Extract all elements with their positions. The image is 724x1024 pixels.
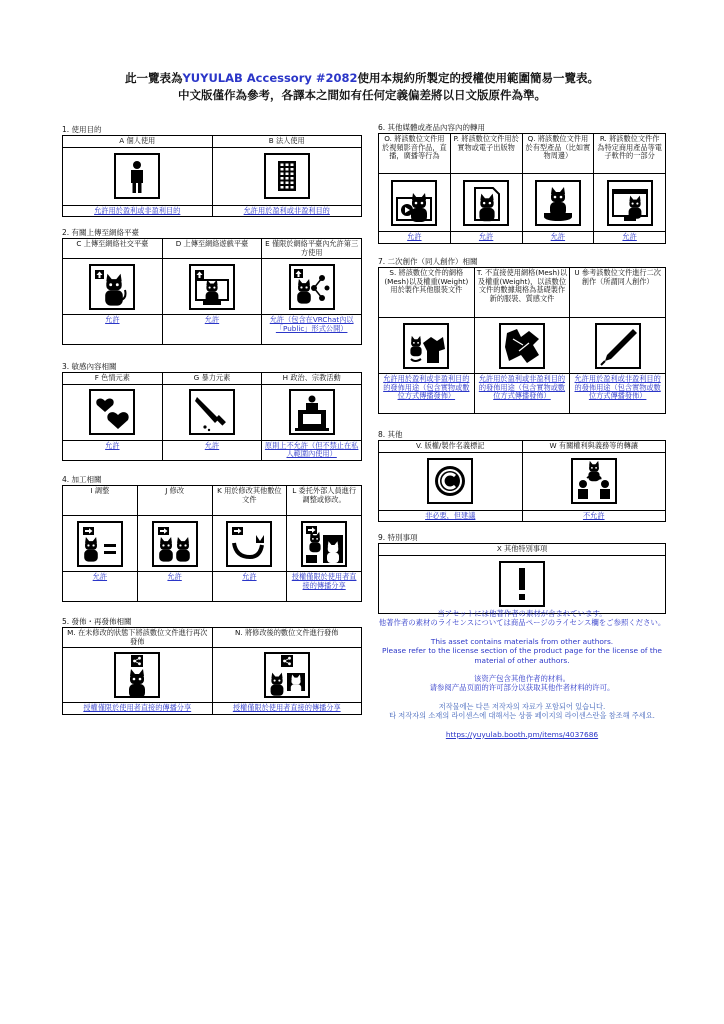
item-label: S. 將該數位文件的網格(Mesh)以及權重(Weight)用於製作其他服裝文件 <box>379 268 475 318</box>
item-label: Q. 將該數位文件用於有型產品（比如實物周邊） <box>522 134 594 174</box>
license-table <box>378 440 666 522</box>
item-icon-cell <box>379 452 523 510</box>
adjust-icon <box>77 521 123 567</box>
item-label: T. 不直接使用網格(Mesh)以及權重(Weight)，以該數位文件的數據規格為基礎製作新的服裝、質感文件 <box>474 268 570 318</box>
item-icon-cell <box>212 147 362 205</box>
section-title: 3. 敏感內容相關 <box>62 362 117 371</box>
item-icon-cell <box>379 318 475 374</box>
item-permission: 允許用於盈利或非盈利目的 <box>63 205 213 217</box>
header-suffix: 使用本規約所製定的授權使用範圍簡易一覽表。 <box>357 71 600 85</box>
section-special-notes <box>378 533 666 614</box>
header-prefix: 此一覽表為 <box>124 71 183 85</box>
item-icon-cell <box>379 174 451 232</box>
item-label: M. 在未修改的狀態下將該數位文件進行再次發佈 <box>63 628 213 648</box>
item-icon-cell <box>137 516 212 572</box>
license-table <box>378 267 666 414</box>
exclamation-icon <box>499 561 545 607</box>
share-cat-icon <box>114 652 160 698</box>
item-permission: 允許 <box>63 572 138 602</box>
section-sensitive-content <box>62 362 362 461</box>
item-label: A 個人使用 <box>63 136 213 148</box>
item-permission: 允許用於盈利或非盈利目的的發佈用途（包含實物或數位方式傳播發佈） <box>379 374 475 414</box>
item-label: L 委托外部人員進行調整或修改。 <box>287 486 362 516</box>
share-modified-icon <box>264 652 310 698</box>
item-icon-cell <box>212 648 362 703</box>
item-permission: 授權僅限於使用者直接的傳播分享 <box>63 703 213 715</box>
mesh-clothes-icon <box>403 323 449 369</box>
item-permission: 原則上不允許（但不禁止在私人範圍內使用） <box>262 440 362 460</box>
note-en-1: This asset contains materials from other authors. <box>430 636 614 646</box>
item-permission: 授權僅限於使用者直接的傳播分享 <box>287 572 362 602</box>
item-label: D 上傳至網絡遊戲平臺 <box>162 239 262 259</box>
podium-icon <box>289 389 335 435</box>
section-title: 8. 其他 <box>378 430 403 439</box>
item-icon-cell <box>522 174 594 232</box>
video-icon <box>391 180 437 226</box>
software-icon <box>607 180 653 226</box>
item-permission: 允許用於盈利或非盈利目的的發佈用途（包含實物或數位方式傳播發佈） <box>570 374 666 414</box>
modify-icon <box>152 521 198 567</box>
item-icon-cell <box>262 259 362 315</box>
section-modification <box>62 475 362 602</box>
header-line-1 <box>0 70 724 87</box>
section-title: 2. 有關上傳至網絡平臺 <box>62 228 140 237</box>
item-icon-cell <box>287 516 362 572</box>
item-icon-cell <box>63 648 213 703</box>
item-label: K 用於修改其他數位文件 <box>212 486 287 516</box>
section-title: 5. 發佈・再發佈相關 <box>62 617 132 626</box>
item-icon-cell <box>570 318 666 374</box>
item-icon-cell <box>522 452 666 510</box>
item-label: U 參考該數位文件進行二次創作（所謂同人創作） <box>570 268 666 318</box>
knife-icon <box>189 389 235 435</box>
other-data-icon <box>226 521 272 567</box>
item-label: I 調整 <box>63 486 138 516</box>
item-icon-cell <box>63 384 163 440</box>
item-icon-cell <box>474 318 570 374</box>
header-line-2: 中文版僅作為參考，各譯本之間如有任何定義偏差將以日文版原件為準。 <box>178 88 546 102</box>
item-icon-cell <box>162 384 262 440</box>
item-label: P. 將該數位文件用於實物或電子出版物 <box>450 134 522 174</box>
figure-icon <box>535 180 581 226</box>
person-icon <box>114 153 160 199</box>
section-title: 6. 其他媒體或產品內容內的轉用 <box>378 123 486 132</box>
item-icon-cell <box>63 147 213 205</box>
transfer-icon <box>571 458 617 504</box>
section-usage-purpose <box>62 125 362 217</box>
texture-icon <box>499 323 545 369</box>
share-platform-icon <box>289 264 335 310</box>
section-other <box>378 430 666 522</box>
section-title: 1. 使用目的 <box>62 125 102 134</box>
note-zh-1: 该资产包含其他作者的材料。 <box>473 674 571 684</box>
item-permission: 允許（包含在VRChat內以「Public」形式公開） <box>262 315 362 345</box>
item-icon-cell <box>212 516 287 572</box>
item-label: C 上傳至網絡社交平臺 <box>63 239 163 259</box>
item-permission: 非必要，但建議 <box>379 510 523 522</box>
item-label: G 暴力元素 <box>162 373 262 385</box>
special-notes-text <box>378 609 666 748</box>
item-permission: 允許 <box>450 232 522 244</box>
item-permission: 允許 <box>212 572 287 602</box>
item-permission: 允許 <box>594 232 666 244</box>
section-other-media <box>378 123 666 244</box>
section-upload-platform <box>62 228 362 345</box>
item-permission: 允許 <box>379 232 451 244</box>
item-permission: 允許用於盈利或非盈利目的 <box>212 205 362 217</box>
item-label: N. 將修改後的數位文件進行發佈 <box>212 628 362 648</box>
item-permission: 授權僅限於使用者直接的傳播分享 <box>212 703 362 715</box>
product-url-link[interactable]: https://yuyulab.booth.pm/items/4037686 <box>445 729 599 739</box>
note-zh-2: 请参阅产品页面的许可部分以获取其他作者材料的许可。 <box>429 683 615 693</box>
upload-game-icon <box>189 264 235 310</box>
item-icon-cell <box>262 384 362 440</box>
license-table <box>378 543 666 614</box>
commission-icon <box>301 521 347 567</box>
item-icon-cell <box>594 174 666 232</box>
item-permission: 允許 <box>522 232 594 244</box>
section-title: 7. 二次創作（同人創作）相關 <box>378 257 478 266</box>
item-permission: 允許 <box>162 440 262 460</box>
item-permission: 允許 <box>63 315 163 345</box>
item-icon-cell <box>63 516 138 572</box>
section-derivative-works <box>378 257 666 414</box>
hearts-icon <box>89 389 135 435</box>
item-label: W 有關權利與義務等的轉讓 <box>522 441 666 453</box>
item-permission: 允許用於盈利或非盈利目的的發佈用途（包含實物或數位方式傳播發佈） <box>474 374 570 414</box>
header-product-name: YUYULAB Accessory #2082 <box>182 71 358 85</box>
item-permission: 允許 <box>63 440 163 460</box>
note-en-2: Please refer to the license section of the product page for the license of the material of other authors. <box>382 646 662 665</box>
pen-icon <box>595 323 641 369</box>
item-label: H 政治、宗教活動 <box>262 373 362 385</box>
license-table <box>62 135 362 217</box>
note-ja-2: 他著作者の素材のライセンスについては商品ページのライセンス欄をご参照ください。 <box>378 618 666 628</box>
item-icon-cell <box>162 259 262 315</box>
page-header <box>0 70 724 104</box>
license-table <box>62 372 362 461</box>
item-permission: 允許 <box>162 315 262 345</box>
item-icon-cell <box>379 555 666 613</box>
item-label: X 其他特別事項 <box>379 544 666 556</box>
building-icon <box>264 153 310 199</box>
section-distribution <box>62 617 362 715</box>
section-title: 9. 特別事項 <box>378 533 418 542</box>
item-icon-cell <box>450 174 522 232</box>
item-label: B 法人使用 <box>212 136 362 148</box>
publication-icon <box>463 180 509 226</box>
note-ko-1: 저작물에는 다른 저작자의 자료가 포함되어 있습니다. <box>438 701 606 711</box>
license-table <box>62 485 362 602</box>
license-table <box>62 238 362 345</box>
note-ja-1: 当アセットには他著作者の素材が含まれています。 <box>437 609 607 618</box>
item-label: V. 版權/製作名義標記 <box>379 441 523 453</box>
license-table <box>378 133 666 244</box>
item-label: F 色情元素 <box>63 373 163 385</box>
note-ko-2: 타 저작자의 소재의 라이센스에 대해서는 상품 페이지의 라이센스란을 참조해 주세요. <box>389 711 655 721</box>
item-icon-cell <box>63 259 163 315</box>
item-permission: 不允許 <box>522 510 666 522</box>
item-label: O. 將該數位文件用於視頻影音作品，直播，廣播等行為 <box>379 134 451 174</box>
copyright-icon <box>427 458 473 504</box>
item-permission: 允許 <box>137 572 212 602</box>
section-title: 4. 加工相關 <box>62 475 102 484</box>
license-table <box>62 627 362 715</box>
item-label: R. 將該數位文件作為特定商用產品等電子軟件的一部分 <box>594 134 666 174</box>
item-label: E 僅限於網絡平臺內允許第三方使用 <box>262 239 362 259</box>
upload-cat-icon <box>89 264 135 310</box>
item-label: J 修改 <box>137 486 212 516</box>
